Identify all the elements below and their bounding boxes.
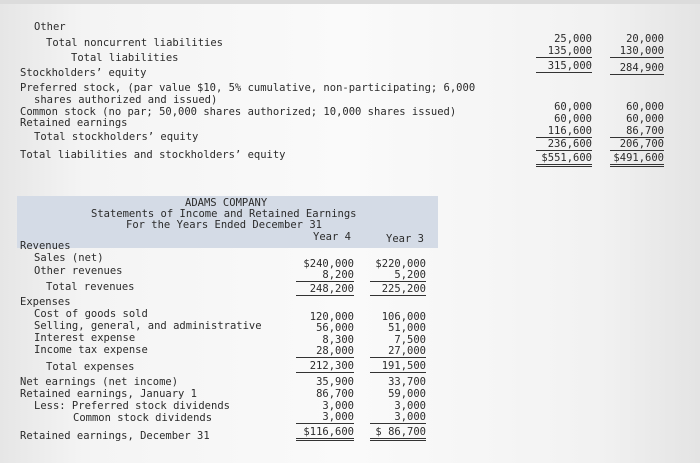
retained-label: Retained earnings	[20, 117, 128, 129]
row-y4: 35,900	[316, 376, 354, 388]
total-liabilities-y2: 284,900	[610, 62, 664, 75]
total-noncurrent-y1: 135,000	[536, 45, 592, 58]
row-y3: 5,200	[370, 269, 426, 282]
row-label: Total expenses	[46, 361, 135, 373]
retained-y2: 86,700	[610, 125, 664, 138]
row-y4: 86,700	[316, 388, 354, 400]
row-label: Sales (net)	[34, 252, 104, 264]
row-y4: 8,200	[296, 269, 354, 282]
top-edge	[0, 0, 700, 4]
row-y4: $240,000	[303, 258, 354, 270]
row-label: Total revenues	[46, 281, 135, 293]
common-label: Common stock (no par; 50,000 shares authorized; 10,000 shares issued)	[20, 106, 457, 118]
statement-period: For the Years Ended December 31	[126, 219, 322, 231]
common-y2: 60,000	[626, 113, 664, 125]
col-year4: Year 4	[313, 231, 351, 243]
row-y3: 59,000	[388, 388, 426, 400]
row-y4: 8,300	[322, 334, 354, 346]
other-y1: 25,000	[554, 33, 592, 45]
row-y3: 51,000	[388, 322, 426, 334]
row-y3: 106,000	[381, 311, 426, 323]
row-y4: 212,300	[296, 360, 354, 373]
row-y3: 191,500	[370, 360, 426, 373]
total-equity-label: Total stockholders’ equity	[34, 131, 199, 143]
row-label: Other revenues	[34, 265, 123, 277]
row-y4: 28,000	[296, 345, 354, 358]
preferred-line2: shares authorized and issued)	[34, 94, 218, 106]
row-y3: $ 86,700	[370, 426, 426, 441]
row-y4: 120,000	[309, 311, 354, 323]
row-label: Net earnings (net income)	[20, 376, 179, 388]
row-y3: $220,000	[375, 258, 426, 270]
row-y4: 3,000	[296, 411, 354, 424]
row-y4: 248,200	[296, 283, 354, 296]
preferred-y1: 60,000	[554, 101, 592, 113]
row-y4: 56,000	[316, 322, 354, 334]
common-y1: 60,000	[554, 113, 592, 125]
row-y3: 7,500	[394, 334, 426, 346]
other-label: Other	[34, 21, 66, 33]
total-le-y2: $491,600	[610, 152, 664, 167]
row-y4: 3,000	[322, 400, 354, 412]
row-y3: 3,000	[370, 411, 426, 424]
row-label: Retained earnings, December 31	[20, 430, 210, 442]
row-y3: 33,700	[388, 376, 426, 388]
total-noncurrent-y2: 130,000	[610, 45, 664, 58]
row-label: Interest expense	[34, 332, 136, 344]
total-equity-y2: 206,700	[610, 138, 664, 151]
preferred-line1: Preferred stock, (par value $10, 5% cumulative, non-participating; 6,000	[20, 82, 476, 94]
row-label: Income tax expense	[34, 344, 148, 356]
equity-heading: Stockholders’ equity	[20, 67, 147, 79]
retained-y1: 116,600	[536, 125, 592, 138]
statement-title: Statements of Income and Retained Earnings	[91, 208, 357, 220]
col-year3: Year 3	[386, 233, 424, 245]
expenses-heading: Expenses	[20, 296, 71, 308]
company-name: ADAMS COMPANY	[185, 197, 268, 209]
total-noncurrent-label: Total noncurrent liabilities	[46, 37, 224, 49]
row-label: Cost of goods sold	[34, 308, 148, 320]
total-liabilities-label: Total liabilities	[71, 52, 179, 64]
row-label: Common stock dividends	[73, 412, 213, 424]
row-y3: 3,000	[394, 400, 426, 412]
preferred-y2: 60,000	[626, 101, 664, 113]
row-y4: $116,600	[296, 426, 354, 441]
total-equity-y1: 236,600	[536, 138, 592, 151]
row-y3: 27,000	[370, 345, 426, 358]
row-y3: 225,200	[370, 283, 426, 296]
row-label: Less: Preferred stock dividends	[34, 400, 230, 412]
row-label: Retained earnings, January 1	[20, 388, 198, 400]
row-label: Selling, general, and administrative	[34, 320, 262, 332]
revenues-heading: Revenues	[20, 240, 71, 252]
other-y2: 20,000	[626, 33, 664, 45]
total-le-y1: $551,600	[536, 152, 592, 167]
total-le-label: Total liabilities and stockholders’ equity	[20, 149, 286, 161]
total-liabilities-y1: 315,000	[536, 60, 592, 73]
